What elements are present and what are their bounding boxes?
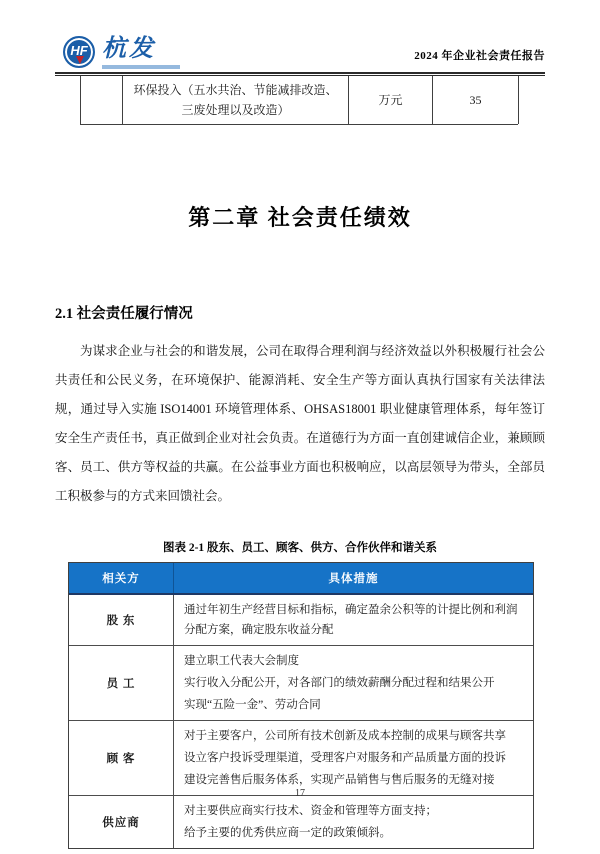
logo-subtext-bar xyxy=(102,65,180,69)
figure-caption: 图表 2-1 股东、员工、顾客、供方、合作伙伴和谐关系 xyxy=(162,542,438,554)
section-heading: 2.1 社会责任履行情况 xyxy=(55,306,193,322)
stakeholder-table-header xyxy=(69,563,533,595)
column-header-party: 相关方 xyxy=(69,563,174,593)
logo-brand-text: 杭发 xyxy=(102,36,156,62)
party-label: 顾 客 xyxy=(69,721,174,795)
measure-line: 建立职工代表大会制度 xyxy=(184,655,299,667)
measure-line: 设立客户投诉受理渠道，受理客户对服务和产品质量方面的投诉 xyxy=(184,752,506,764)
party-label: 员 工 xyxy=(69,646,174,720)
table-cell-unit: 万元 xyxy=(349,76,433,124)
measure-line: 给予主要的优秀供应商一定的政策倾斜。 xyxy=(184,827,391,839)
report-title: 2024 年企业社会责任报告 xyxy=(414,50,545,62)
measure-line: 实行收入分配公开，对各部门的绩效薪酬分配过程和结果公开 xyxy=(184,677,495,689)
table-row-suppliers xyxy=(69,796,533,848)
table-row-employees xyxy=(69,646,533,721)
measure-line: 对主要供应商实行技术、资金和管理等方面支持； xyxy=(184,805,437,817)
measures-cell xyxy=(174,595,533,645)
measures-cell xyxy=(174,796,533,848)
measure-line: 通过年初生产经营目标和指标，确定盈余公积等的计提比例和利润分配方案，确定股东收益分配 xyxy=(184,604,518,636)
page-header xyxy=(0,0,600,69)
column-header-measures: 具体措施 xyxy=(328,573,379,585)
party-label: 供应商 xyxy=(69,796,174,848)
measure-line: 对于主要客户，公司所有技术创新及成本控制的成果与顾客共享 xyxy=(184,730,506,742)
measure-line: 实现“五险一金”、劳动合同 xyxy=(184,699,321,711)
logo-red-wedge-icon xyxy=(76,56,84,64)
section-paragraph: 为谋求企业与社会的和谐发展，公司在取得合理利润与经济效益以外积极履行社会公共责任和公民义务，在环境保护、能源消耗、安全生产等方面认真执行国家有关法律法规，通过导入实施 ISO14001 环境管理体系、OHSAS18001 职业健康管理体系，每年签订安全生产责任书，真正做到企业对社会负责。在道德行为方面一直创建诚信企业，兼顾顾客、员工、供方等权益的共赢。在公益事业方面也积极响应，以高层领导为带头，全部员工积极参与的方式来回馈社会。 xyxy=(55,344,545,503)
measures-cell xyxy=(174,721,533,795)
stakeholder-table xyxy=(68,562,534,849)
company-logo xyxy=(63,36,180,69)
table-row-shareholders xyxy=(69,595,533,646)
logo-badge-text: HF xyxy=(70,43,88,58)
table-row-customers xyxy=(69,721,533,796)
logo-hf-badge-icon xyxy=(63,36,95,68)
measure-line: 建设完善售后服务体系，实现产品销售与售后服务的无缝对接 xyxy=(184,774,495,786)
logo-text-wrap xyxy=(102,36,180,69)
chapter-title: 第二章 社会责任绩效 xyxy=(188,205,412,230)
table-cell-empty xyxy=(81,76,123,124)
measures-cell xyxy=(174,646,533,720)
table-cell-indicator: 环保投入（五水共治、节能减排改造、三废处理以及改造） xyxy=(123,76,349,124)
page-number: 17 xyxy=(295,788,305,799)
party-label: 股 东 xyxy=(69,595,174,645)
environment-investment-table xyxy=(80,76,518,125)
table-cell-value: 35 xyxy=(433,76,519,124)
